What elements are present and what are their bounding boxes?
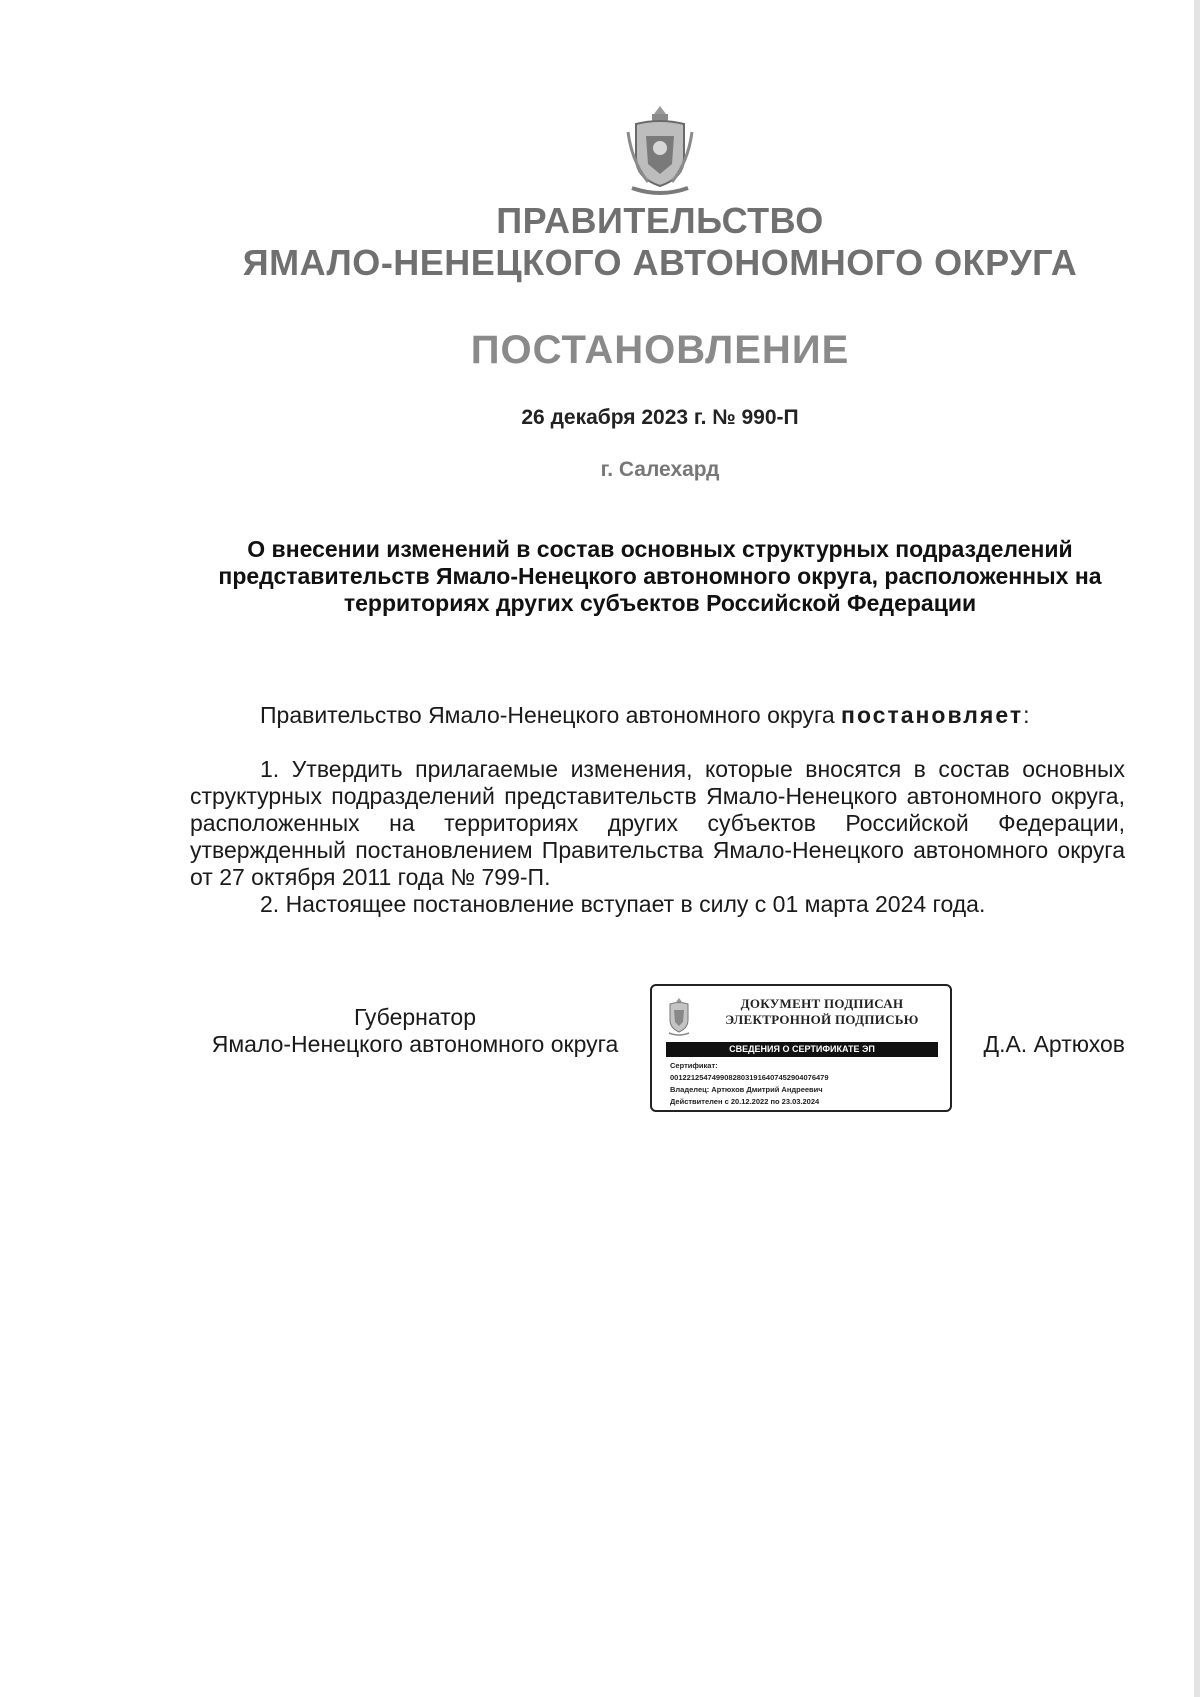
government-title-line1: ПРАВИТЕЛЬСТВО [496, 200, 824, 241]
resolution-items [190, 756, 1125, 918]
stamp-emblem-icon [666, 996, 692, 1036]
document-subject: О внесении изменений в состав основных структурных подразделений представительств Ямало-Ненецкого автономного округа, расположенных на территориях других субъектов Российской Федерации [218, 536, 1102, 616]
signer-position-line2: Ямало-Ненецкого автономного округа [211, 1031, 619, 1057]
government-title-line2: ЯМАЛО-НЕНЕЦКОГО АВТОНОМНОГО ОКРУГА [242, 242, 1078, 283]
stamp-details [670, 1060, 940, 1108]
coat-of-arms-icon [622, 102, 698, 200]
signer-position [190, 1004, 640, 1058]
stamp-title-line1: ДОКУМЕНТ ПОДПИСАН [740, 996, 904, 1011]
signer-name: Д.А. Артюхов [983, 1031, 1125, 1057]
stamp-certificate-value: 00122125474990828031916407452904076479 [670, 1073, 829, 1082]
preamble-text: Правительство Ямало-Ненецкого автономного округа [260, 702, 842, 728]
stamp-validity: Действителен с 20.12.2022 по 23.03.2024 [670, 1097, 820, 1106]
preamble-end: : [1023, 702, 1030, 728]
preamble-emphasis: постановляет [841, 702, 1024, 728]
document-date-number: 26 декабря 2023 г. № 990-П [521, 406, 799, 429]
stamp-certificate-label: Сертификат: [670, 1061, 718, 1070]
signer-position-line1: Губернатор [353, 1004, 477, 1030]
preamble [190, 702, 1125, 729]
stamp-title-line2: ЭЛЕКТРОННОЙ ПОДПИСЬЮ [725, 1012, 919, 1027]
document-type: ПОСТАНОВЛЕНИЕ [470, 328, 850, 372]
document-city: г. Салехард [600, 458, 720, 481]
electronic-signature-stamp [650, 984, 952, 1112]
stamp-certificate-bar: СВЕДЕНИЯ О СЕРТИФИКАТЕ ЭП [666, 1042, 938, 1057]
signature-block [190, 996, 1125, 1116]
stamp-title [702, 996, 942, 1028]
resolution-item-2: 2. Настоящее постановление вступает в силу с 01 марта 2024 года. [260, 891, 986, 917]
resolution-item-1: 1. Утвердить прилагаемые изменения, которые вносятся в состав основных структурных подразделений представительств Ямало-Ненецкого автономного округа, расположенных на территориях других субъектов Российской Федерации, утвержденный постановлением Правительства Ямало-Ненецкого автономного округа от 27 октября 2011 года № 799-П. [190, 756, 1125, 890]
stamp-owner: Владелец: Артюхов Дмитрий Андреевич [670, 1085, 823, 1094]
